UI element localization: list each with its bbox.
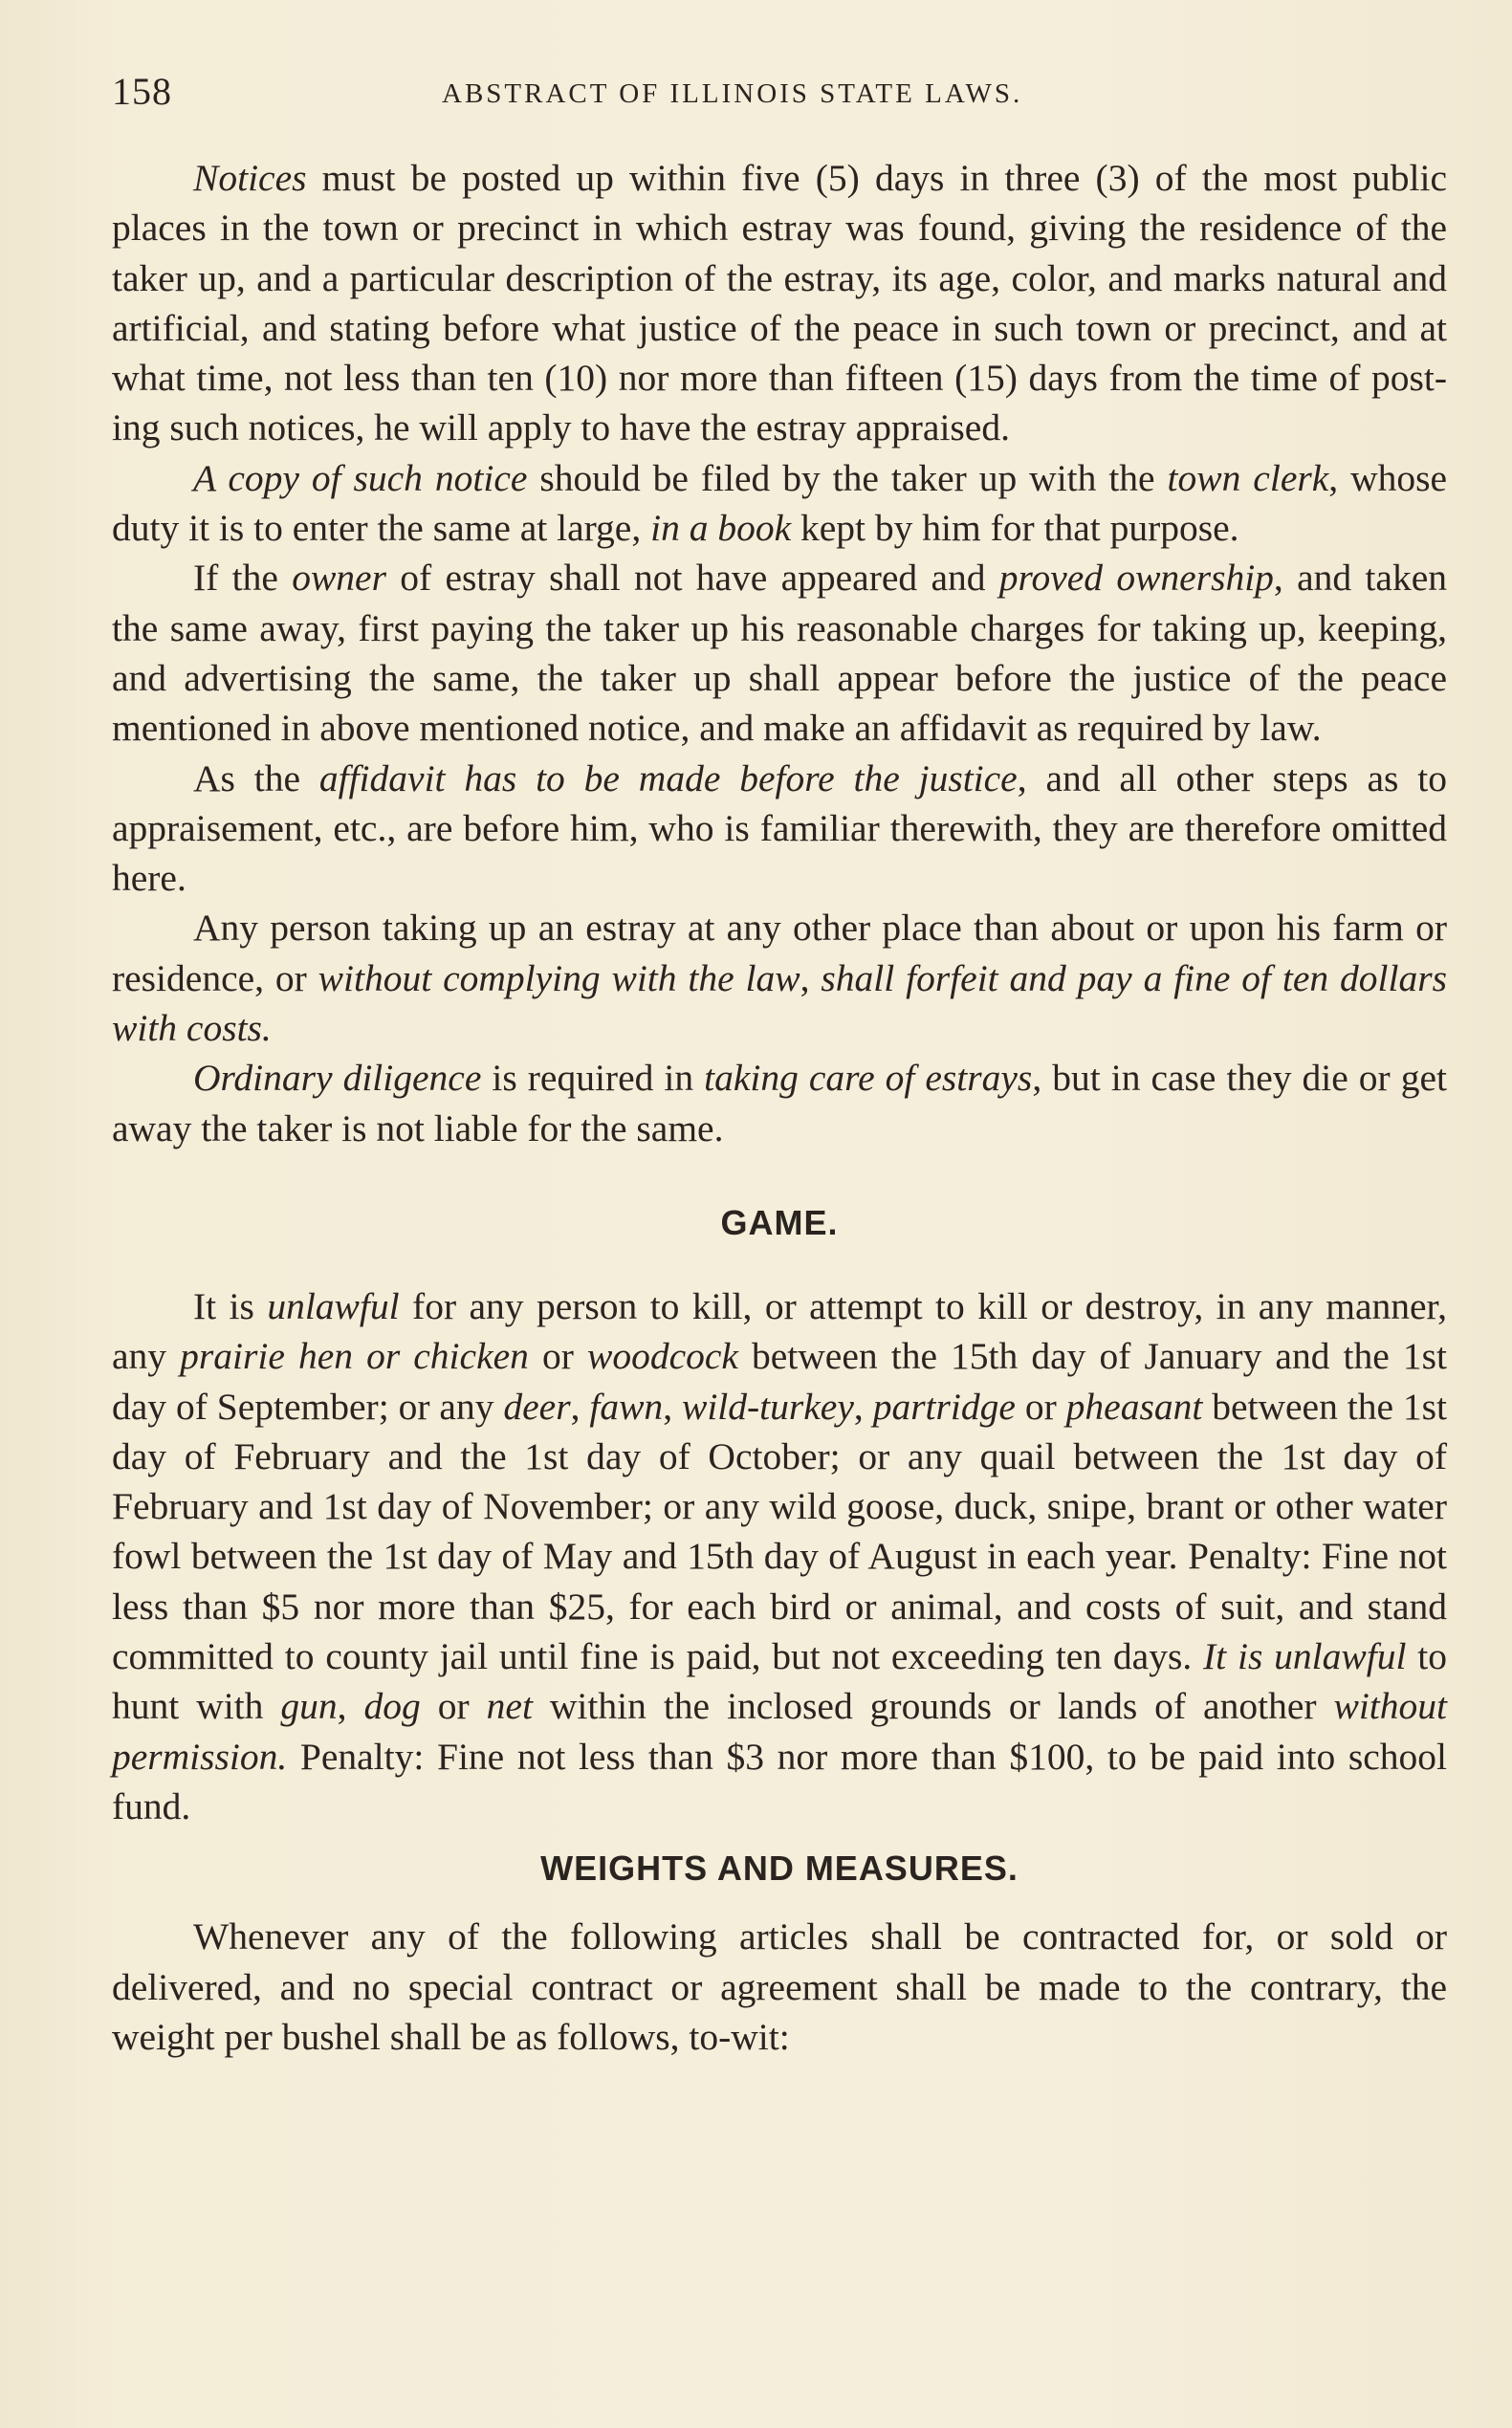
- italic-term: Notices: [193, 157, 307, 199]
- italic-term: shall forfeit and pay a fine of ten dollars with costs.: [112, 956, 1447, 1050]
- italic-term: without complying with the law: [318, 956, 800, 999]
- paragraph-text: to hunt with: [112, 1635, 1447, 1728]
- page-body: [112, 153, 1447, 2062]
- italic-term: proved ownership: [998, 557, 1274, 600]
- paragraph-text: ,: [853, 1385, 873, 1428]
- paragraph-text: , whose duty it is to enter the same at large,: [112, 456, 1448, 550]
- paragraph-text: between the 15th day of January and the 1st day of September; or any: [112, 1335, 1447, 1428]
- paragraph-text: Any person taking up an estray at any other place than about or upon his farm or residence, or: [112, 907, 1447, 999]
- page-number: 158: [112, 70, 172, 113]
- italic-term: in a book: [650, 507, 792, 550]
- italic-term: town clerk: [1167, 456, 1329, 499]
- italic-term: without permission.: [112, 1685, 1448, 1778]
- paragraph-copy-of-notice: [112, 453, 1447, 554]
- paragraph-text: or: [1015, 1385, 1066, 1428]
- italic-term: woodcock: [586, 1335, 738, 1378]
- italic-term: taking care of estrays: [704, 1057, 1033, 1100]
- paragraph-affidavit: [112, 754, 1447, 904]
- paragraph-text: between the 1st day of February and the 1st day of October; or any quail between the 1st day of February and 1st day of November; or any wild goose, duck, snipe, brant or other water fowl between the 1st day of May and 15th day of August in each year. Penalty: Fine not less than $5 nor more than $25, for each bird or animal, and costs of suit, and stand committed to county jail until fine is paid, but not exceeding ten days.: [112, 1385, 1448, 1678]
- paragraph-text: or: [528, 1335, 587, 1378]
- paragraph-text: ,: [800, 956, 822, 999]
- italic-term: dog: [363, 1685, 421, 1728]
- italic-term: It is unlawful: [1203, 1635, 1407, 1678]
- italic-term: net: [486, 1685, 533, 1728]
- paragraph-text: , and taken the same away, first paying the taker up his reasonable charges for taking up, keeping, and advertising the same, the taker up shall appear before the justice of the peace mentioned in above mentioned notice, and make an affidavit as required by law.: [112, 557, 1447, 750]
- paragraph-notices: [112, 153, 1447, 453]
- italic-term: affidavit has to be made before the justice: [318, 756, 1018, 799]
- section-heading-game: GAME.: [720, 1202, 839, 1242]
- running-head: ABSTRACT OF ILLINOIS STATE LAWS.: [442, 78, 1023, 109]
- paragraph-text: Penalty: Fine not less than $3 nor more than $100, to be paid into school fund.: [112, 1735, 1447, 1827]
- paragraph-text: If the: [193, 557, 293, 600]
- italic-term: partridge: [872, 1385, 1016, 1428]
- paragraph-text: ,: [570, 1385, 590, 1428]
- paragraph-text: kept by him for that purpose.: [791, 507, 1239, 550]
- paragraph-text: , and all other steps as to appraisement, etc., are before him, who is familiar therewith, they are therefore omitted here.: [112, 756, 1447, 900]
- paragraph-text: must be posted up within five (5) days in three (3) of the most public places in the town or precinct in which estray was found, giving the residence of the taker up, and a particular description of the estray, its age, color, and marks natural and artificial, and stating before what justice of the peace in such town or precinct, and at what time, not less than ten (10) nor more than fifteen (15) days from the time of posting such notices, he will apply to have the estray appraised.: [112, 157, 1447, 449]
- paragraph-weights: Whenever any of the following articles shall be contracted for, or sold or delivered, and no special contract or agreement shall be made to the contrary, the weight per bushel shall be as follows, to-wit:: [112, 1915, 1447, 2058]
- paragraph-text: is required in: [481, 1057, 705, 1100]
- paragraph-text: for any person to kill, or attempt to kill or destroy, in any manner, any: [112, 1284, 1447, 1378]
- section-heading-weights-and-measures: WEIGHTS AND MEASURES.: [540, 1848, 1019, 1889]
- paragraph-text: It is: [193, 1284, 268, 1327]
- paragraph-text: ,: [337, 1685, 364, 1728]
- paragraph-text: , but in case they die or get away the taker is not liable for the same.: [112, 1057, 1447, 1149]
- paragraph-text: or: [420, 1685, 487, 1728]
- italic-term: pheasant: [1065, 1385, 1203, 1428]
- italic-term: prairie hen or chicken: [180, 1335, 529, 1378]
- paragraph-text: within the inclosed grounds or lands of another: [532, 1685, 1334, 1728]
- paragraph-text: should be filed by the taker up with the: [527, 456, 1168, 499]
- paragraph-text: ,: [663, 1385, 682, 1428]
- italic-term: A copy of such notice: [193, 456, 528, 499]
- italic-term: fawn: [589, 1385, 664, 1428]
- italic-term: owner: [292, 557, 386, 600]
- paragraph-penalty: [112, 903, 1447, 1053]
- italic-term: Ordinary diligence: [193, 1057, 482, 1100]
- paragraph-text: of estray shall not have appeared and: [385, 557, 999, 600]
- paragraph-diligence: [112, 1053, 1447, 1153]
- italic-term: deer: [503, 1385, 571, 1428]
- paragraph-owner: [112, 553, 1447, 753]
- italic-term: unlawful: [267, 1284, 400, 1327]
- paragraph-text: As the: [193, 756, 319, 799]
- page-header: [112, 69, 1451, 117]
- italic-term: gun: [280, 1685, 338, 1728]
- paragraph-game: [112, 1281, 1447, 1831]
- italic-term: wild-turkey: [681, 1385, 854, 1428]
